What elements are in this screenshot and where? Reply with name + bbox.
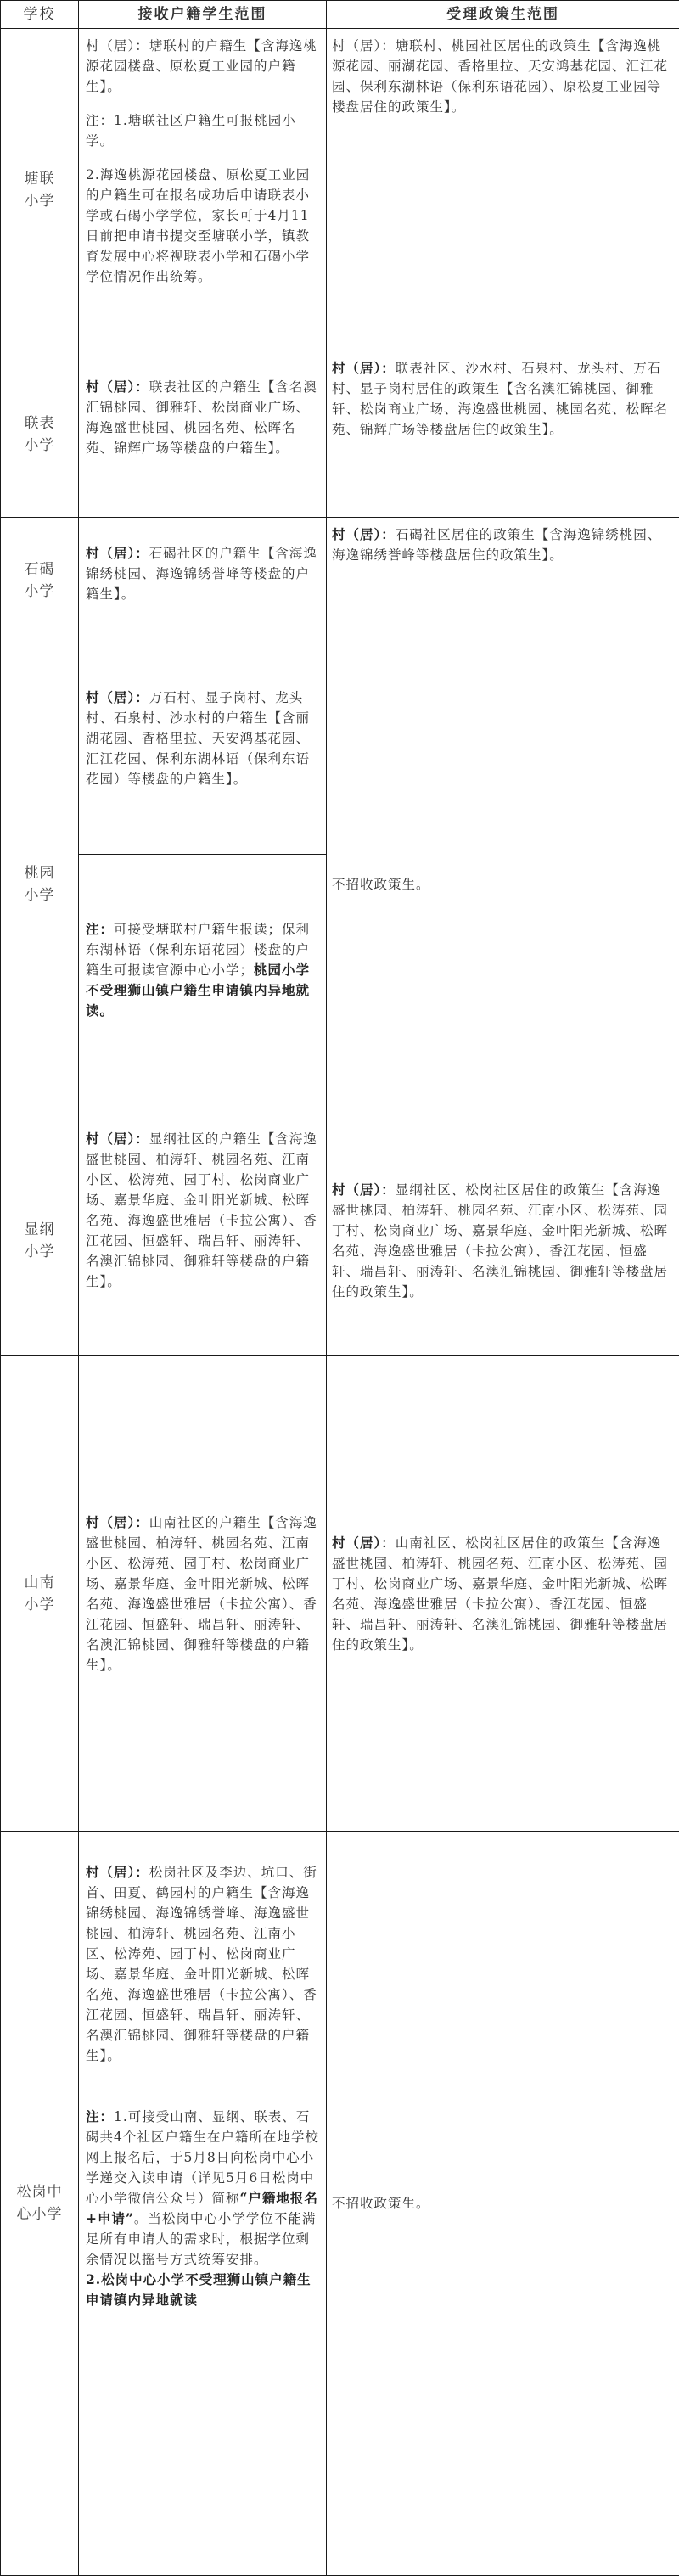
household-text: 松岗社区及李边、坑口、街首、田夏、鹤园村的户籍生【含海逸锦绣桃园、海逸锦绣誉峰、海逸盛世桃园、柏涛轩、桃园名苑、江南小区、松涛苑、园丁村、松岗商业广场、嘉景华庭、金叶阳光新城、松晖名苑、海逸盛世雅居（卡拉公寓）、香江花园、恒盛轩、瑞昌轩、丽涛轩、名澳汇锦桃园、御雅轩等楼盘的户籍生】。 — [86, 1865, 317, 2063]
household-cell — [79, 1356, 327, 1832]
table-row — [1, 643, 679, 1125]
note-label: 注： — [86, 921, 115, 937]
header-policy: 受理政策生范围 — [327, 1, 679, 29]
household-text: 联表社区的户籍生【含名澳汇锦桃园、御雅轩、松岗商业广场、海逸盛世桃园、桃园名苑、松晖名苑、锦辉广场等楼盘的户籍生】。 — [86, 379, 317, 456]
school-cell — [1, 1125, 79, 1356]
household-block — [79, 643, 326, 854]
household-label: 村（居）： — [86, 1513, 149, 1530]
policy-text: 不招收政策生。 — [332, 2196, 430, 2211]
school-name: 石碣小学 — [24, 560, 55, 600]
school-cell — [1, 518, 79, 643]
school-name: 松岗中心小学 — [16, 2184, 63, 2223]
policy-label: 村（居）： — [332, 1181, 396, 1198]
table-row — [1, 351, 679, 518]
note-text: 1.可接受山南、显纲、联表、石碣共4个社区户籍生在户籍所在地学校网上报名后，于5月8日向松岗中心小学递交入读申请（详见5月6日松岗中心小学微信公众号）简称 — [86, 2109, 319, 2206]
school-name: 桃园小学 — [24, 864, 55, 904]
household-cell — [79, 1832, 327, 2576]
household-text: 山南社区的户籍生【含海逸盛世桃园、柏涛轩、桃园名苑、江南小区、松涛苑、园丁村、松岗商业广场、嘉景华庭、金叶阳光新城、松晖名苑、海逸盛世雅居（卡拉公寓）、香江花园、恒盛轩、瑞昌轩、丽涛轩、名澳汇锦桃园、御雅轩等楼盘的户籍生】。 — [86, 1514, 317, 1673]
policy-cell — [327, 643, 679, 1125]
note-text: 可接受塘联村户籍生报读；保利东湖林语（保利东语花园）楼盘的户籍生可报读官源中心小学； — [86, 922, 311, 978]
policy-label: 村（居）： — [332, 526, 396, 542]
policy-text: 村（居）：塘联村、桃园社区居住的政策生【含海逸桃源花园、丽湖花园、香格里拉、天安鸿基花园、汇江花园、保利东湖林语（保利东语花园）、原松夏工业园等楼盘居住的政策生】。 — [332, 38, 669, 115]
school-cell — [1, 1356, 79, 1832]
header-household: 接收户籍学生范围 — [79, 1, 327, 29]
table-row — [1, 1356, 679, 1832]
policy-cell — [327, 1832, 679, 2576]
policy-label: 村（居）： — [332, 360, 396, 376]
policy-cell — [327, 518, 679, 643]
note-text: 。当松岗中心小学学位不能满足所有申请人的需求时，根据学位剩余情况以摇号方式统筹安排。 — [86, 2211, 317, 2267]
note-text: 注：1.塘联社区户籍生可报桃园小学。 — [86, 113, 296, 149]
school-name: 山南小学 — [24, 1574, 55, 1614]
household-text: 石碣社区的户籍生【含海逸锦绣桃园、海逸锦绣誉峰等楼盘的户籍生】。 — [86, 546, 317, 602]
policy-cell — [327, 351, 679, 518]
note-quote: “户籍地报名+申请” — [86, 2190, 318, 2226]
household-label: 村（居）： — [86, 379, 149, 395]
policy-text: 显纲社区、松岗社区居住的政策生【含海逸盛世桃园、柏涛轩、桃园名苑、江南小区、松涛苑、园丁村、松岗商业广场、嘉景华庭、金叶阳光新城、松晖名苑、海逸盛世雅居（卡拉公寓）、香江花园、恒盛轩、瑞昌轩、丽涛轩、名澳汇锦桃园、御雅轩等楼盘居住的政策生】。 — [332, 1181, 669, 1299]
policy-text: 石碣社区居住的政策生【含海逸锦绣桃园、海逸锦绣誉峰等楼盘居住的政策生】。 — [332, 527, 662, 563]
note-block — [79, 854, 326, 1030]
household-cell — [79, 1125, 327, 1356]
school-cell — [1, 29, 79, 351]
policy-cell — [327, 29, 679, 351]
policy-cell — [327, 1125, 679, 1356]
household-text: 显纲社区的户籍生【含海逸盛世桃园、柏涛轩、桃园名苑、江南小区、松涛苑、园丁村、松岗商业广场、嘉景华庭、金叶阳光新城、松晖名苑、海逸盛世雅居（卡拉公寓）、香江花园、恒盛轩、瑞昌轩、丽涛轩、名澳汇锦桃园、御雅轩等楼盘的户籍生】。 — [86, 1131, 317, 1289]
household-text: 万石村、显子岗村、龙头村、石泉村、沙水村的户籍生【含丽湖花园、香格里拉、天安鸿基花园、汇江花园、保利东湖林语（保利东语花园）等楼盘的户籍生】。 — [86, 690, 311, 787]
policy-cell — [327, 1356, 679, 1832]
school-cell — [1, 643, 79, 1125]
table-row — [1, 1832, 679, 2576]
note-label: 注： — [86, 2108, 115, 2124]
policy-text: 不招收政策生。 — [332, 876, 430, 892]
household-cell — [79, 29, 327, 351]
policy-label: 村（居）： — [332, 1534, 396, 1551]
household-label: 村（居）： — [86, 689, 149, 705]
table-row — [1, 1125, 679, 1356]
household-label: 村（居）： — [86, 1131, 149, 1147]
table-row — [1, 29, 679, 351]
school-name: 塘联小学 — [24, 170, 55, 210]
table-row — [1, 518, 679, 643]
household-cell — [79, 643, 327, 1125]
policy-text: 联表社区、沙水村、石泉村、龙头村、万石村、显子岗村居住的政策生【含名澳汇锦桃园、御雅轩、松岗商业广场、海逸盛世桃园、桃园名苑、松晖名苑、锦辉广场等楼盘居住的政策生】。 — [332, 361, 669, 437]
school-cell — [1, 1832, 79, 2576]
policy-text: 山南社区、松岗社区居住的政策生【含海逸盛世桃园、柏涛轩、桃园名苑、江南小区、松涛苑、园丁村、松岗商业广场、嘉景华庭、金叶阳光新城、松晖名苑、海逸盛世雅居（卡拉公寓）、香江花园、恒盛轩、瑞昌轩、丽涛轩、名澳汇锦桃园、御雅轩等楼盘居住的政策生】。 — [332, 1535, 669, 1653]
household-label: 村（居）： — [86, 1864, 149, 1880]
note-text: 2.海逸桃源花园楼盘、原松夏工业园的户籍生可在报名成功后申请联表小学或石碣小学学位，家长可于4月11日前把申请书提交至塘联小学，镇教育发展中心将视联表小学和石碣小学学位情况作出统筹。 — [86, 167, 311, 284]
school-name: 联表小学 — [24, 414, 55, 454]
household-label: 村（居）： — [86, 545, 149, 561]
note-bold: 桃园小学不受理狮山镇户籍生申请镇内异地就读。 — [86, 962, 311, 1019]
household-cell — [79, 518, 327, 643]
header-row — [1, 1, 679, 29]
school-cell — [1, 351, 79, 518]
header-school: 学校 — [1, 1, 79, 29]
household-cell — [79, 351, 327, 518]
household-text: 村（居）：塘联村的户籍生【含海逸桃源花园楼盘、原松夏工业园的户籍生】。 — [86, 38, 317, 94]
school-name: 显纲小学 — [24, 1221, 55, 1260]
note-bold: 2.松岗中心小学不受理狮山镇户籍生申请镇内异地就读 — [86, 2271, 311, 2308]
